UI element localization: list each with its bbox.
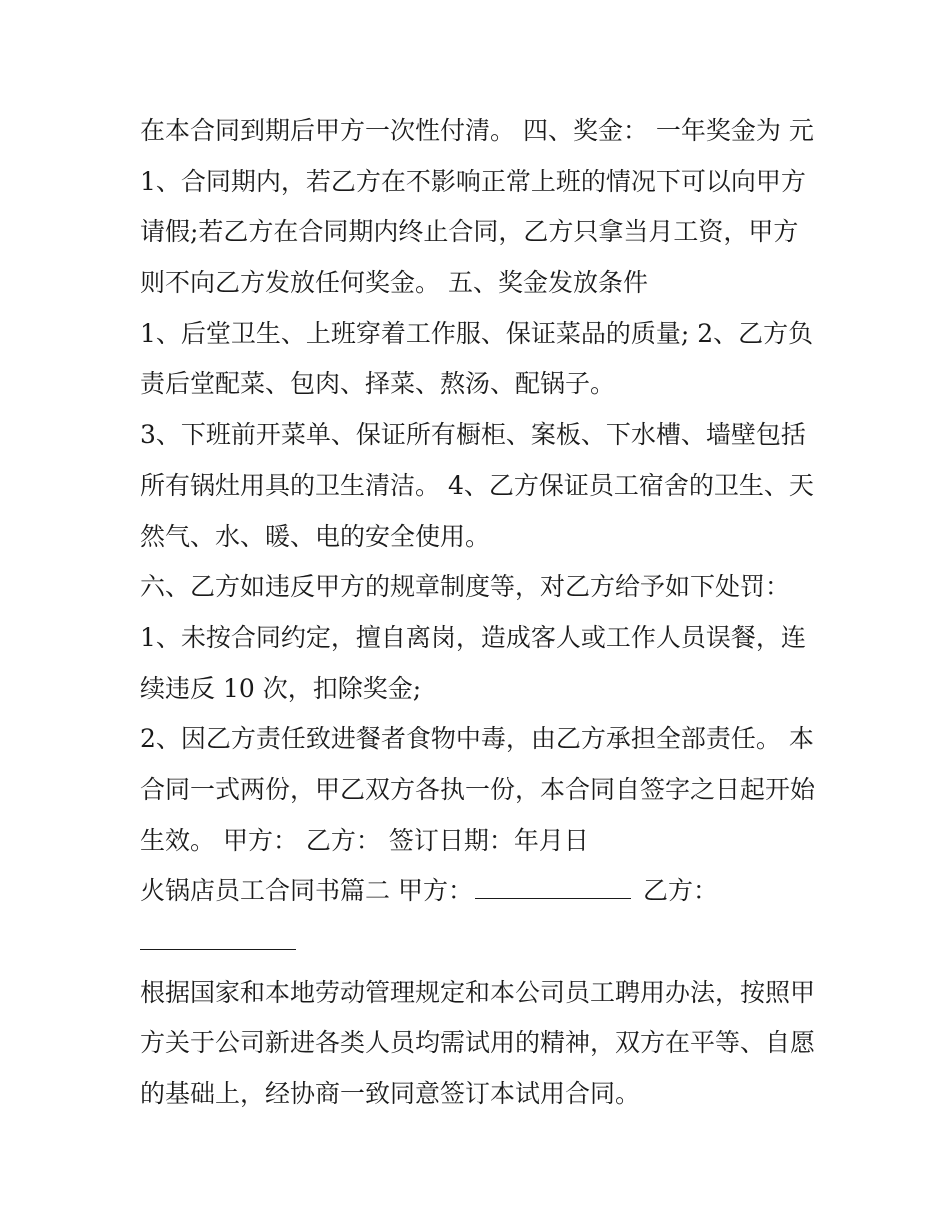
text-line: 所有锅灶用具的卫生清洁。 4、乙方保证员工宿舍的卫生、天 <box>140 470 814 500</box>
text-line: 请假;若乙方在合同期内终止合同，乙方只拿当月工资，甲方 <box>140 217 799 247</box>
party-b-label: 乙方： <box>642 876 718 906</box>
text-line: 的基础上，经协商一致同意签订本试用合同。 <box>140 1079 641 1109</box>
text-line: 1、合同期内，若乙方在不影响正常上班的情况下可以向甲方 <box>140 166 806 196</box>
document-body <box>140 106 820 1120</box>
text-line: 合同一式两份，甲乙双方各执一份，本合同自签字之日起开始 <box>140 774 816 804</box>
text-line: 然气、水、暖、电的安全使用。 <box>140 521 491 551</box>
text-line: 六、乙方如违反甲方的规章制度等，对乙方给予如下处罚： <box>140 572 791 602</box>
text-line: 3、下班前开菜单、保证所有橱柜、案板、下水槽、墙壁包括 <box>140 420 806 450</box>
text-line: 则不向乙方发放任何奖金。 五、奖金发放条件 <box>140 268 648 298</box>
text-line: 1、后堂卫生、上班穿着工作服、保证菜品的质量; 2、乙方负 <box>140 318 814 348</box>
party-a-label: 甲方： <box>397 876 473 906</box>
text-line: 1、未按合同约定，擅自离岗，造成客人或工作人员误餐，连 <box>140 622 806 652</box>
party-b-blank-line <box>140 917 820 968</box>
text-line: 续违反 10 次，扣除奖金; <box>140 673 422 703</box>
chapter-title-line <box>140 866 820 917</box>
text-line: 方关于公司新进各类人员均需试用的精神，双方在平等、自愿 <box>140 1028 816 1058</box>
chapter-title: 火锅店员工合同书篇二 <box>140 876 391 906</box>
party-a-blank <box>475 874 631 899</box>
party-b-blank <box>140 921 296 950</box>
text-line: 生效。 甲方： 乙方： 签订日期：年月日 <box>140 825 589 855</box>
text-line: 2、因乙方责任致进餐者食物中毒，由乙方承担全部责任。 本 <box>140 724 814 754</box>
text-line: 在本合同到期后甲方一次性付清。 四、奖金： 一年奖金为 元 <box>140 116 814 145</box>
text-line: 根据国家和本地劳动管理规定和本公司员工聘用办法，按照甲 <box>140 977 816 1007</box>
text-line: 责后堂配菜、包肉、择菜、熬汤、配锅子。 <box>140 369 616 399</box>
